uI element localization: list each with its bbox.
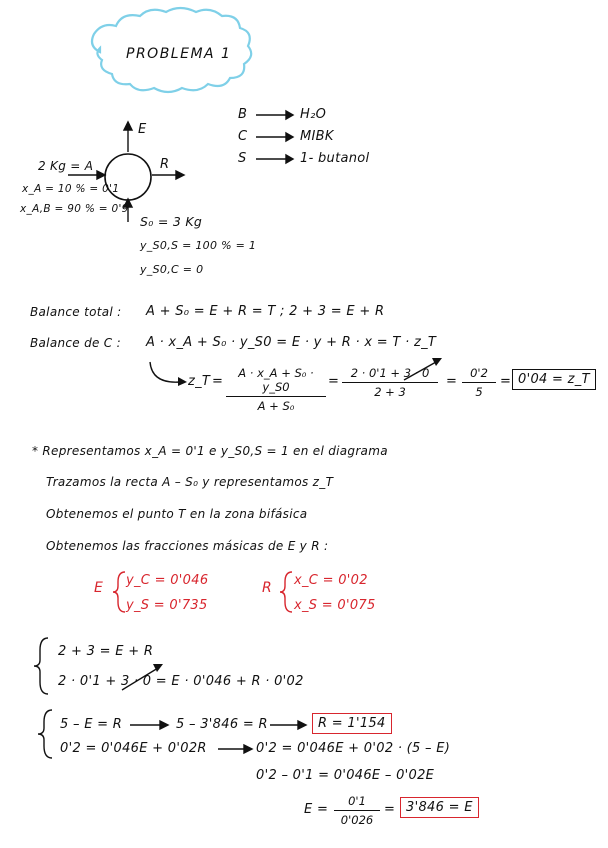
- system2-line3: 0'2 – 0'1 = 0'046E – 0'02E: [256, 768, 435, 783]
- system2-line1b: 5 – 3'846 = R: [176, 717, 268, 732]
- fraction-simple-den: 5: [475, 385, 483, 399]
- c-balance-label: Balance de C :: [30, 336, 121, 350]
- fraction-e-label: E: [94, 580, 104, 596]
- component-b-value: H₂O: [300, 107, 327, 122]
- total-balance-eq: A + S₀ = E + R = T ; 2 + 3 = E + R: [146, 304, 385, 319]
- system1-line1: 2 + 3 = E + R: [58, 644, 154, 659]
- red-brace-e: [113, 572, 125, 612]
- zt-result-box: 0'04 = z_T: [512, 369, 596, 390]
- e-lhs: E =: [304, 802, 329, 817]
- c-balance-eq: A · x_A + S₀ · y_S0 = E · y + R · x = T · z_T: [146, 335, 437, 350]
- fraction-general-num: A · x_A + S₀ · y_S0: [238, 366, 314, 394]
- note-2: Trazamos la recta A – S₀ y representamos z_T: [46, 475, 334, 489]
- xab-label: x_A,B = 90 % = 0'9: [20, 203, 129, 215]
- xa-label: x_A = 10 % = 0'1: [22, 183, 120, 195]
- equals-4: =: [500, 374, 512, 389]
- system2-line1a: 5 – E = R: [60, 717, 123, 732]
- equals-2: =: [328, 374, 340, 389]
- feed-label: 2 Kg = A: [38, 159, 94, 173]
- component-c-key: C: [238, 129, 248, 144]
- fraction-simple-num: 0'2: [470, 366, 488, 380]
- brace-system-2: [38, 710, 52, 758]
- note-4: Obtenemos las fracciones másicas de E y R :: [46, 539, 329, 553]
- fraction-general: [226, 366, 326, 413]
- fraction-numeric-num: 2 · 0'1 + 3 · 0: [350, 366, 430, 380]
- s0-label: S₀ = 3 Kg: [140, 214, 203, 229]
- equals-e: =: [384, 802, 396, 817]
- note-3: Obtenemos el punto T en la zona bifásica: [46, 507, 308, 521]
- equals-3: =: [446, 374, 458, 389]
- e-fraction: [334, 794, 380, 827]
- page-title: PROBLEMA 1: [126, 46, 232, 62]
- equals-1: =: [212, 374, 224, 389]
- fraction-r-xc: x_C = 0'02: [294, 573, 368, 588]
- component-c-value: MIBK: [300, 129, 334, 144]
- total-balance-label: Balance total :: [30, 305, 122, 319]
- e-result-box: 3'846 = E: [400, 797, 479, 818]
- fraction-r-xs: x_S = 0'075: [294, 598, 376, 613]
- brace-system-1: [34, 638, 48, 694]
- system1-line2: 2 · 0'1 + 3 · 0 = E · 0'046 + R · 0'02: [58, 674, 304, 689]
- note-1: * Representamos x_A = 0'1 e y_S0,S = 1 en el diagrama: [32, 444, 388, 458]
- system2-line2b: 0'2 = 0'046E + 0'02 · (5 – E): [256, 741, 451, 756]
- fraction-e-ys: y_S = 0'735: [126, 598, 208, 613]
- fraction-numeric-den: 2 + 3: [374, 385, 406, 399]
- r-result-box: R = 1'154: [312, 713, 392, 734]
- stream-r-label: R: [160, 157, 170, 172]
- ys-label: y_S0,S = 100 % = 1: [140, 239, 257, 252]
- stream-e-label: E: [138, 122, 147, 137]
- red-brace-r: [280, 572, 292, 612]
- e-fraction-den: 0'026: [340, 813, 374, 827]
- e-fraction-num: 0'1: [348, 794, 366, 808]
- component-s-key: S: [238, 151, 247, 166]
- fraction-general-den: A + S₀: [257, 399, 295, 413]
- component-s-value: 1- butanol: [300, 151, 370, 166]
- fraction-r-label: R: [262, 580, 273, 596]
- zt-label: z_T: [188, 374, 211, 389]
- fraction-e-yc: y_C = 0'046: [126, 573, 209, 588]
- component-b-key: B: [238, 107, 248, 122]
- fraction-numeric: [342, 366, 438, 399]
- yc-label: y_S0,C = 0: [140, 263, 204, 276]
- fraction-simple: [462, 366, 496, 399]
- system2-line2a: 0'2 = 0'046E + 0'02R: [60, 741, 207, 756]
